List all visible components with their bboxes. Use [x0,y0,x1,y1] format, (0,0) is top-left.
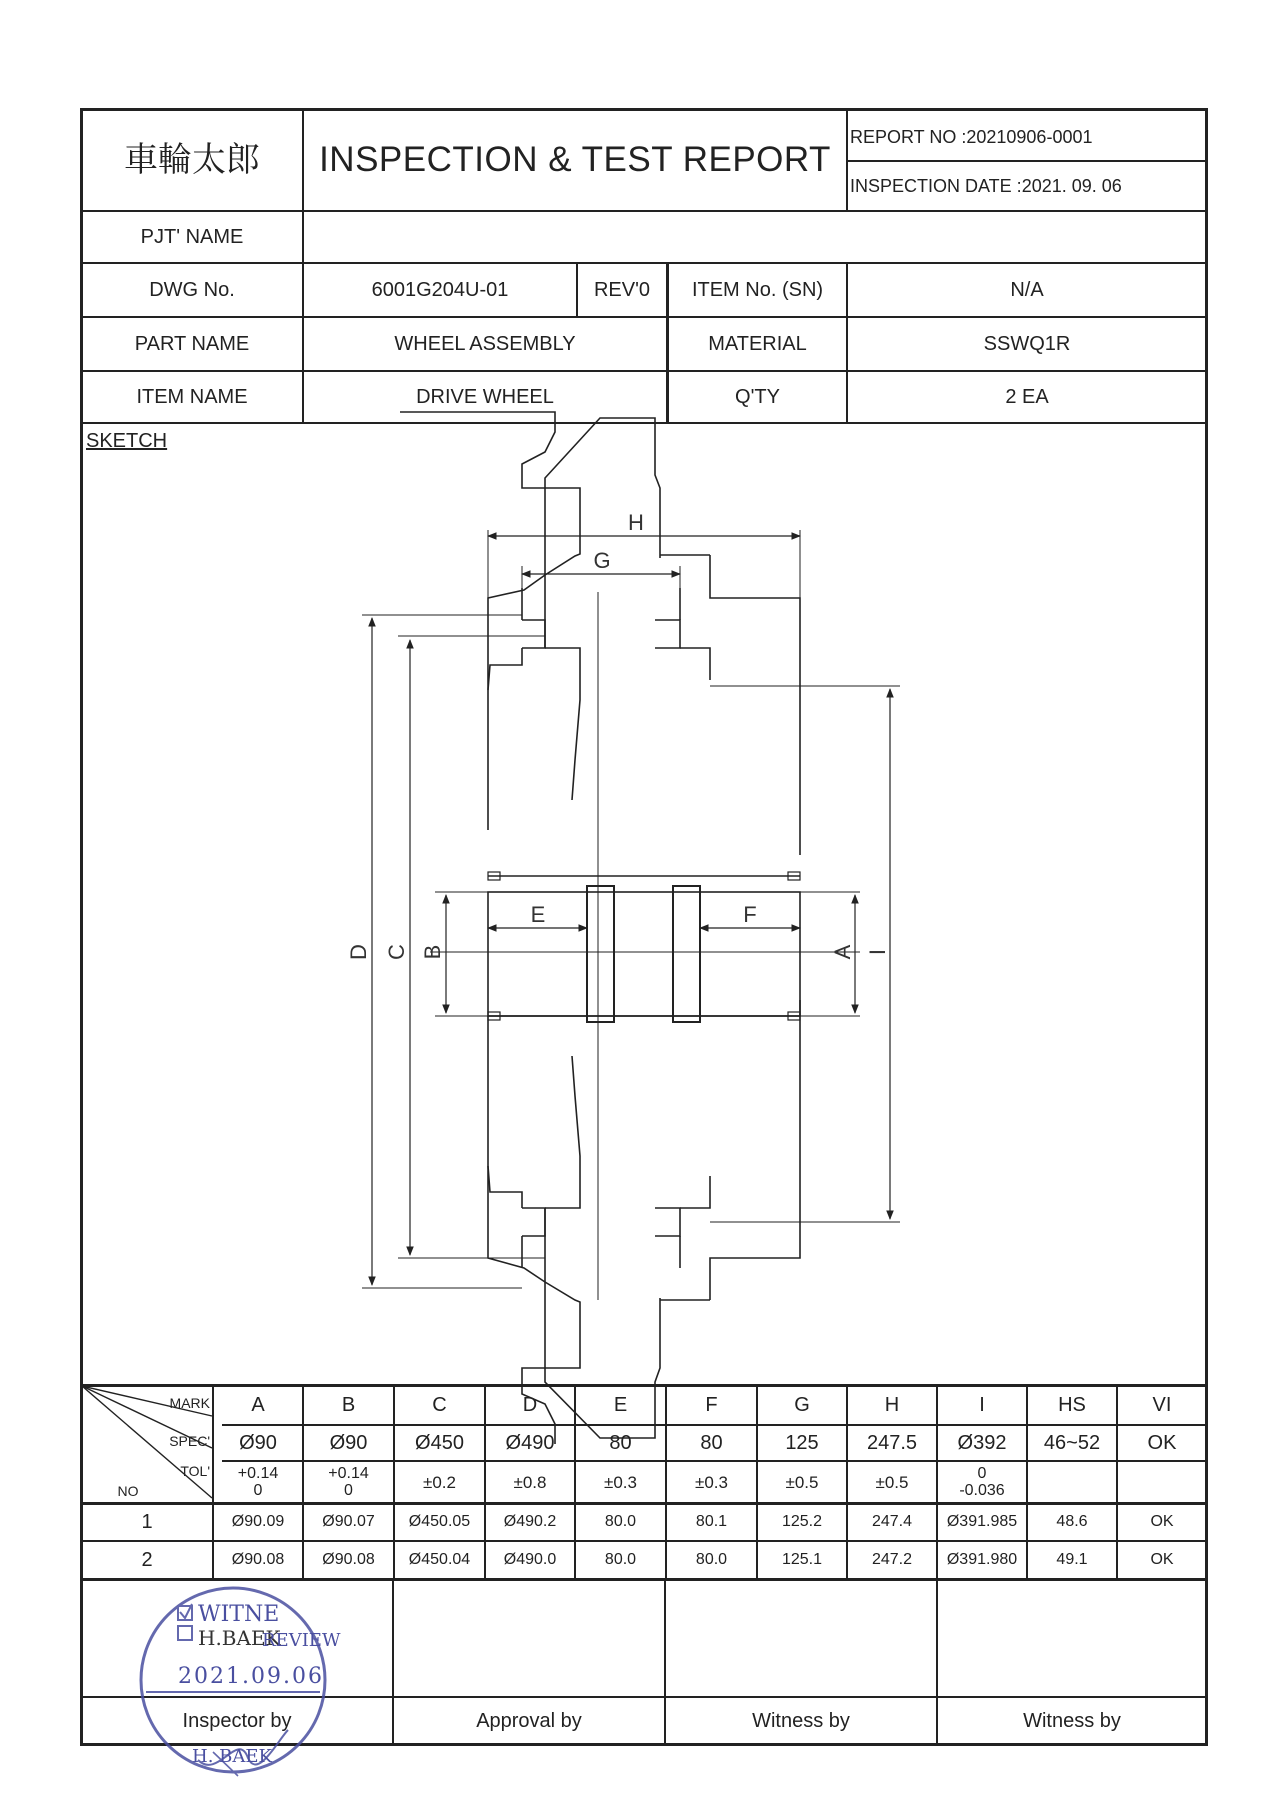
row2-value-2: Ø450.04 [408,1551,471,1568]
tol-top-4: ±0.3 [604,1472,637,1492]
tol-1 [304,1462,393,1502]
pjt-name-label: PJT' NAME [140,225,244,248]
tol-7 [848,1462,936,1502]
row1-value-6: 125.2 [781,1513,823,1530]
dim-label-b: B [420,944,445,960]
spec-label: SPEC' [169,1433,210,1449]
spec-7: 247.5 [866,1431,918,1454]
spec-10: OK [1147,1431,1177,1454]
mark-4: E [613,1393,628,1416]
mark-1: B [341,1393,356,1416]
mark-9: HS [1058,1393,1086,1416]
row1-value-1: Ø90.07 [322,1513,375,1530]
row1-value-10: OK [1150,1513,1174,1530]
item-name-value: DRIVE WHEEL [416,385,554,408]
row2-value-3: Ø490.0 [503,1551,557,1568]
spec-4: 80 [609,1431,632,1454]
dwg-no-label: DWG No. [149,278,235,301]
tol-5 [667,1462,756,1502]
report-title: INSPECTION & TEST REPORT [319,140,831,179]
tol-4 [576,1462,665,1502]
stamp-date: 2021.09.06 [178,1664,324,1689]
tol-2 [395,1462,484,1502]
row1-value-8: Ø391.985 [946,1513,1018,1530]
witness-label-2: Witness by [1023,1709,1121,1732]
spec-6: 125 [785,1431,819,1454]
approval-label: Approval by [476,1709,582,1732]
tol-8 [938,1462,1026,1502]
tol-10 [1118,1462,1206,1502]
row1-value-7: 247.4 [871,1513,913,1530]
tol-top-2: ±0.2 [423,1472,456,1492]
row1-value-9: 48.6 [1056,1513,1088,1530]
dim-label-f: F [743,902,757,927]
dwg-no-value: 6001G204U-01 [371,278,509,301]
qty-value: 2 EA [1005,385,1049,408]
spec-2: Ø450 [415,1431,464,1454]
mark-2: C [432,1393,447,1416]
tol-3 [486,1462,574,1502]
spec-0: Ø90 [239,1431,277,1454]
item-name-label: ITEM NAME [136,385,248,408]
mark-10: VI [1152,1393,1172,1416]
row2-value-10: OK [1150,1551,1174,1568]
row1-value-5: 80.1 [695,1513,728,1530]
row1-value-3: Ø490.2 [503,1513,557,1530]
item-no-label: ITEM No. (SN) [691,278,824,301]
stamp-line-1: WITNE [198,1602,280,1627]
row2-value-7: 247.2 [871,1551,913,1568]
tol-top-7: ±0.5 [875,1472,909,1492]
row2-value-5: 80.0 [695,1551,728,1568]
mark-6: G [794,1393,810,1416]
dim-label-a: A [830,944,855,960]
row2-value-6: 125.1 [781,1551,823,1568]
tol-top-8: 0 [977,1465,987,1482]
material-label: MATERIAL [708,332,807,355]
spec-5: 80 [700,1431,723,1454]
spec-1: Ø90 [329,1431,368,1454]
stamp-line-3: REVIEW [262,1630,341,1651]
tol-top-0: +0.14 [237,1465,279,1482]
tol-top-6: ±0.5 [785,1472,819,1492]
mark-7: H [884,1393,900,1416]
inspection-date-label: INSPECTION DATE : [850,175,1022,196]
dim-label-c: C [384,944,409,960]
dim-label-g: G [593,548,611,573]
report-no-label: REPORT NO : [850,126,967,147]
tol-0 [214,1462,302,1502]
row2-value-0: Ø90.08 [231,1551,285,1568]
part-name-value: WHEEL ASSEMBLY [394,332,576,355]
material-value: SSWQ1R [983,332,1071,355]
row-no-2: 2 [141,1548,153,1571]
tol-label: TOL' [180,1463,210,1479]
mark-5: F [705,1393,718,1416]
witness-label-1: Witness by [752,1709,850,1732]
tol-9 [1028,1462,1116,1502]
mark-0: A [251,1393,265,1416]
spec-3: Ø490 [505,1431,555,1454]
dim-label-d: D [346,944,371,960]
row-no-1: 1 [141,1510,153,1533]
company-name: 車輪太郎 [124,139,260,180]
item-no-value: N/A [1010,278,1044,301]
tol-6 [758,1462,846,1502]
row1-value-0: Ø90.09 [231,1513,285,1530]
dim-label-h: H [628,510,644,535]
row1-value-2: Ø450.05 [408,1513,471,1530]
row1-value-4: 80.0 [604,1513,637,1530]
tol-top-3: ±0.8 [513,1472,547,1492]
spec-8: Ø392 [957,1431,1007,1454]
row2-value-9: 49.1 [1056,1551,1088,1568]
tol-bottom-0: 0 [253,1482,263,1499]
dim-label-e: E [530,902,546,927]
dim-label-i: I [865,948,890,956]
mark-label: MARK [169,1395,210,1411]
tol-bottom-8: -0.036 [959,1482,1005,1499]
inspection-date-value: 2021. 09. 06 [1021,175,1122,196]
mark-8: I [979,1393,985,1416]
sketch-label: SKETCH [86,430,168,452]
qty-label: Q'TY [735,385,780,408]
tol-bottom-1: 0 [344,1482,353,1499]
spec-9: 46~52 [1043,1431,1101,1454]
rev-value: REV'0 [593,278,651,301]
row2-value-8: Ø391.980 [946,1551,1018,1568]
row2-value-1: Ø90.08 [322,1551,375,1568]
report-no-value: 20210906-0001 [966,126,1093,147]
inspector-label: Inspector by [182,1709,292,1732]
stamp-name: H. BAEK [192,1746,272,1767]
no-label: NO [117,1483,139,1499]
stamp-line-2: H.BAEK [198,1626,281,1650]
tol-top-1: +0.14 [328,1465,369,1482]
row2-value-4: 80.0 [604,1551,637,1568]
tol-top-5: ±0.3 [695,1472,728,1492]
mark-3: D [522,1393,538,1416]
part-name-label: PART NAME [134,332,250,355]
